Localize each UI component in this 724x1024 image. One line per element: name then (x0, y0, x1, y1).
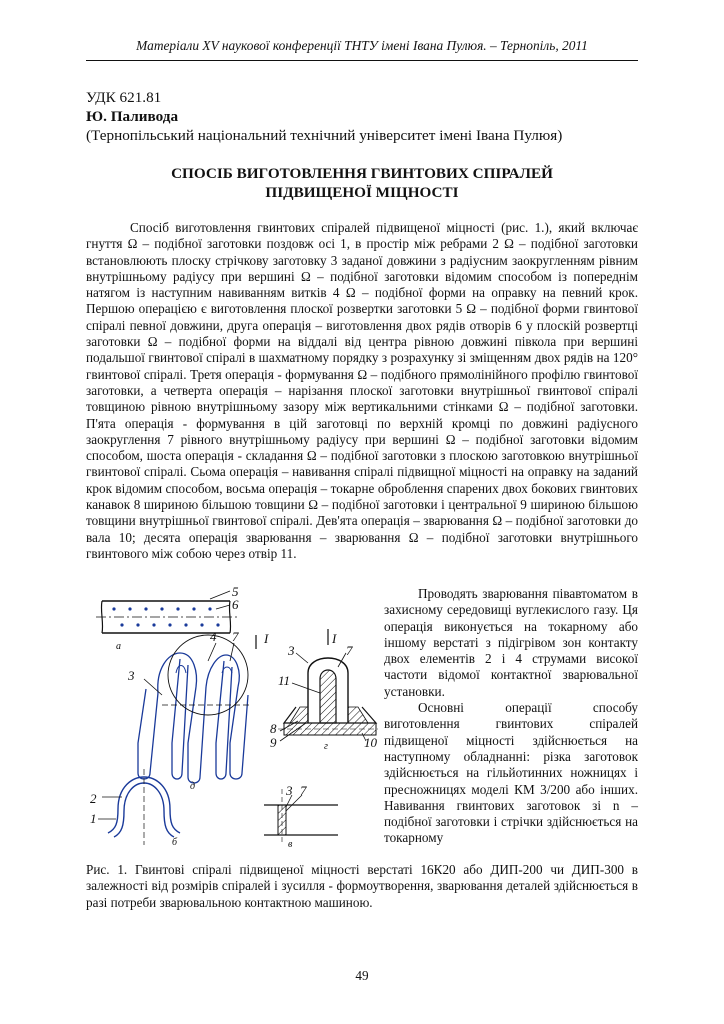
label-2: 2 (90, 791, 97, 806)
label-sub-b: б (172, 837, 178, 848)
label-7-v: 7 (300, 783, 307, 798)
side-paragraph-1: Проводять зварювання півавтоматом в захисному середовищі вуглекислого газу. Ця операція виконується на токарному або іншому верстаті з підігрівом зон контакту двох елементів 2 і 4 струмами високої частоти відомої контактної зварювальної установки. (384, 586, 638, 699)
label-7-g: 7 (346, 643, 353, 658)
label-4: 4 (210, 629, 217, 644)
subfigure-a-flat-blank (96, 584, 239, 652)
label-11: 11 (278, 673, 291, 688)
paper-title (86, 164, 638, 202)
label-sub-v: в (288, 839, 293, 850)
label-roman-I: I (264, 631, 269, 646)
caption-continuation: верстаті 16К20 або ДИП-200 чи ДИП-300 в залежності від розмірів спіралей і зусилля - формоутворення, зварювання деталей здійснюється в разі потреби зварювальною контактною машиною. (86, 862, 639, 910)
udc-code: УДК 621.81 (86, 89, 162, 106)
figure-drawing (84, 583, 380, 861)
subfigure-d-helical-spiral (138, 653, 250, 783)
author-affiliation: (Тернопільський національний технічний університет імені Івана Пулюя) (86, 127, 563, 144)
author-name: Ю. Паливода (86, 108, 179, 125)
label-sub-g: г (324, 741, 328, 752)
title-line-1: СПОСІБ ВИГОТОВЛЕННЯ ГВИНТОВИХ СПІРАЛЕЙ (171, 165, 553, 182)
label-roman-I-g: I (332, 631, 337, 646)
label-3-v: 3 (286, 783, 293, 798)
article-meta (86, 88, 562, 145)
side-paragraph-2: Основні операції способу виготовлення гвинтових спіралей підвищеної міцності здійснюється на наступному обладнанні: різка заготовок здійснюється на гільйотинних ножницях і пресножницях моделі КМ 3/200 або інших. Навивання гвинтових заготовок зі n – подібної заготовки і стрічки здійснюється на токарному (384, 700, 638, 846)
subfigure-g-cross-section (270, 629, 378, 752)
running-header: Матеріали XV наукової конференції ТНТУ імені Івана Пулюя. – Тернопіль, 2011 (136, 38, 588, 53)
label-sub-a: а (116, 641, 121, 652)
label-3-d: 3 (128, 668, 135, 683)
figure-1 (84, 583, 380, 861)
label-sub-d: д (190, 781, 196, 792)
header-rule (86, 60, 638, 61)
figure-caption (86, 862, 638, 911)
body-text (86, 220, 638, 562)
side-text (384, 586, 638, 847)
subfigure-b-omega-profile (108, 769, 180, 845)
body-paragraph: Спосіб виготовлення гвинтових спіралей підвищеної міцності (рис. 1.), який включає гнуття Ω – подібної заготовки поздовж осі 1, в простір між ребрами 2 Ω – подібної заготовки встановлюють плоску стрічкову заготовку 3 заданої довжини з радіусним заокругленням рівним внутрішньому радіусу при вершині Ω – подібної заготовки відомим способом із попереднім натягом із наступним навиванням витків 4 Ω – подібної форми на оправку на певний крок. Першою операцією є виготовлення плоскої розвертки заготовки 5 Ω – подібної форми гвинтової спіралі певної довжини, друга операція – виготовлення двох рядів отворів 6 у плоскій розвертці заготовки Ω – подібної форми на віддалі від центра рівною довжині півкола при вершині подальшої гвинтової спіралі в шахматному порядку з розрахунку зі зміщенням двох рядів на 120° гвинтової спіралі. Третя операція - формування Ω – подібного прямолінійного профілю гвинтової заготовки, а четверта операція – нарізання плоскої заготовки внутрішньої гвинтової спіралі товщиною рівною внутрішньому зазору між вертикальними стінками Ω – подібної заготовки. П'ята операція - формування в цій заготовці по верхній кромці по довжині радіусного заокруглення 7 рівного внутрішньому радіусу при вершині Ω – подібної заготовки відомим способом, шоста операція - складання Ω – подібної заготовки з плоскою заготовкою внутрішньої гвинтової спіралі. Сьома операція – навивання спіралі підвищної міцності на оправку на заданий крок відомим способом, восьма операція – токарне оброблення спарених двох бокових гвинтових канавок 8 шириною більшою товщини Ω – подібної заготовки і центральної 9 шириною більшою товщини внутрішньої гвинтової спіралі. Дев'ята операція – зварювання Ω – подібної заготовки до вала 10; десята операція зварювання – зварювання Ω – подібної заготовки внутрішнього гвинтового між собою через отвір 11. (86, 220, 638, 561)
title-line-2: ПІДВИЩЕНОЇ МІЦНОСТІ (265, 184, 459, 201)
caption-lead: Рис. 1. Гвинтові спіралі підвищеної міцності (86, 862, 360, 877)
label-3-g: 3 (288, 643, 295, 658)
label-1: 1 (90, 811, 97, 826)
subfigure-v-strip (264, 783, 338, 850)
label-8: 8 (270, 721, 277, 736)
label-5: 5 (232, 584, 239, 599)
label-7-d: 7 (232, 629, 239, 644)
label-10: 10 (364, 735, 377, 750)
label-9: 9 (270, 735, 277, 750)
label-6: 6 (232, 597, 239, 612)
page-number: 49 (355, 968, 369, 983)
